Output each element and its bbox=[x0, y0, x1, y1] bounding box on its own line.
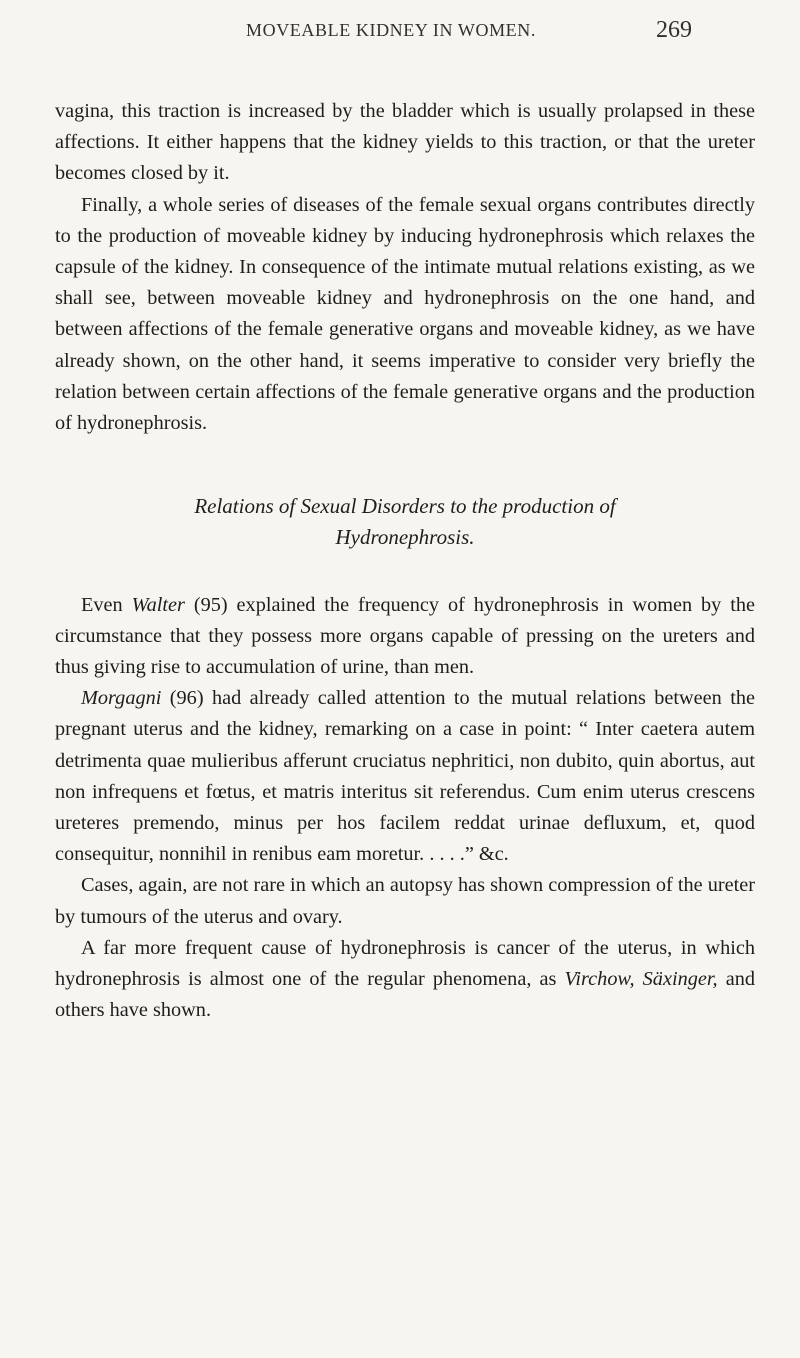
paragraph-5: Cases, again, are not rare in which an autopsy has shown compression of the ureter by tumours of the uterus and ovary. bbox=[55, 874, 755, 928]
section-heading-line-2: Hydronephrosis. bbox=[335, 525, 475, 550]
paragraph-3-text: (95) explained the frequency of hydronephrosis in women by the circumstance that they possess more organs capable of pressing on the ureters and thus giving rise to accumulation of urine, than men. bbox=[55, 593, 756, 679]
body-text bbox=[55, 96, 755, 1026]
author-name-walter: Walter bbox=[131, 593, 185, 616]
paragraph-6 bbox=[55, 933, 755, 1027]
author-names-virchow-saxinger: Virchow, Säxinger, bbox=[564, 968, 718, 991]
running-head: MOVEABLE KIDNEY IN WOMEN. bbox=[246, 20, 536, 40]
paragraph-4-text: (96) had already called attention to the mutual relations between the pregnant uterus and the kidney, remarking on a case in point: “ Inter caetera autem detrimenta quae mulieribus afferunt cruciatus nephritici, non dubito, quin abortus, aut non infrequens et fœtus, et matris interitus sit referendus. Cum enim uterus crescens ureteres premendo, minus per hos facilem reddat urinae defluxum, et, quod consequitur, nonnihil in renibus eam moretur. . . . .” &c. bbox=[55, 687, 755, 866]
paragraph-6-lead: A far more frequent cause of hydronephrosis is cancer of the uterus, in which hydronephrosis is almost one of the regular phenomena, as bbox=[55, 936, 755, 991]
paragraph-6-text: and others have shown. bbox=[55, 968, 755, 1022]
page-number: 269 bbox=[656, 17, 692, 43]
paragraph-3-lead: Even bbox=[81, 593, 132, 616]
paragraph-2: Finally, a whole series of diseases of the female sexual organs contributes directly to the production of moveable kidney by inducing hydronephrosis which relaxes the capsule of the kidney. In consequence of the intimate mutual relations existing, as we shall see, between moveable kidney and hydronephrosis on the one hand, and between affections of the female generative organs and moveable kidney, as we have already shown, on the other hand, it seems imperative to consider very briefly the relation between certain affections of the female generative organs and the production of hydronephrosis. bbox=[55, 193, 755, 435]
section-heading-line-1: Relations of Sexual Disorders to the production of bbox=[194, 494, 616, 519]
section-heading bbox=[55, 491, 755, 553]
paragraph-4 bbox=[55, 683, 755, 870]
paragraph-1: vagina, this traction is increased by the bladder which is usually prolapsed in these affections. It either happens that the kidney yields to this traction, or that the ureter becomes closed by it. bbox=[55, 100, 755, 185]
paragraph-3 bbox=[55, 590, 755, 684]
author-name-morgagni: Morgagni bbox=[81, 687, 162, 710]
